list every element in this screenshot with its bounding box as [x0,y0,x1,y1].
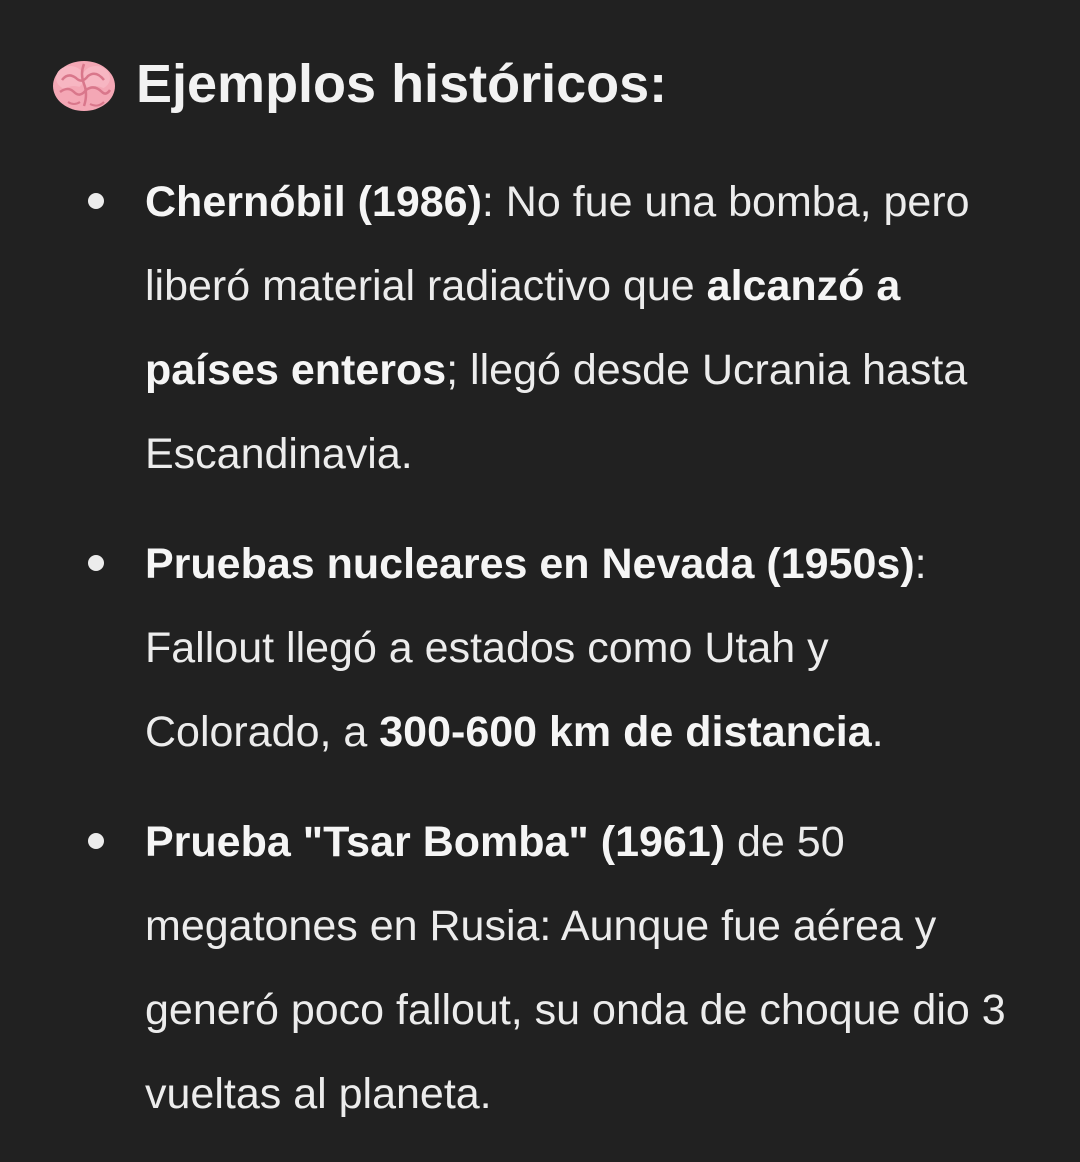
section-heading [50,50,667,118]
item-bold-highlight: alcanzó a países enteros [145,262,901,394]
bullet-icon [88,193,104,209]
item-text: : No fue una bomba, pero liberó material radiactivo que [145,178,970,310]
list-item-nevada [0,522,1080,774]
item-text-end: . [871,708,884,756]
list-item-chernobyl [0,160,1080,496]
item-bold-title: Pruebas nucleares en Nevada (1950s) [145,540,915,588]
item-text: : Fallout llegó a estados como Utah y Colorado, a [145,540,927,756]
brain-icon [50,50,118,118]
item-bold-title: Prueba "Tsar Bomba" (1961) [145,818,726,866]
bullet-icon [88,555,104,571]
item-text: de 50 megatones en Rusia: Aunque fue aérea y generó poco fallout, su onda de choque dio 3 vueltas al planeta. [145,818,1006,1118]
examples-list [0,160,1080,1162]
section-title: Ejemplos históricos: [136,54,668,114]
item-text-end: ; llegó desde Ucrania hasta Escandinavia. [145,346,968,478]
item-bold-highlight: 300-600 km de distancia [379,708,872,756]
list-item-tsar-bomba [0,800,1080,1136]
item-bold-title: Chernóbil (1986) [145,178,482,226]
bullet-icon [88,833,104,849]
